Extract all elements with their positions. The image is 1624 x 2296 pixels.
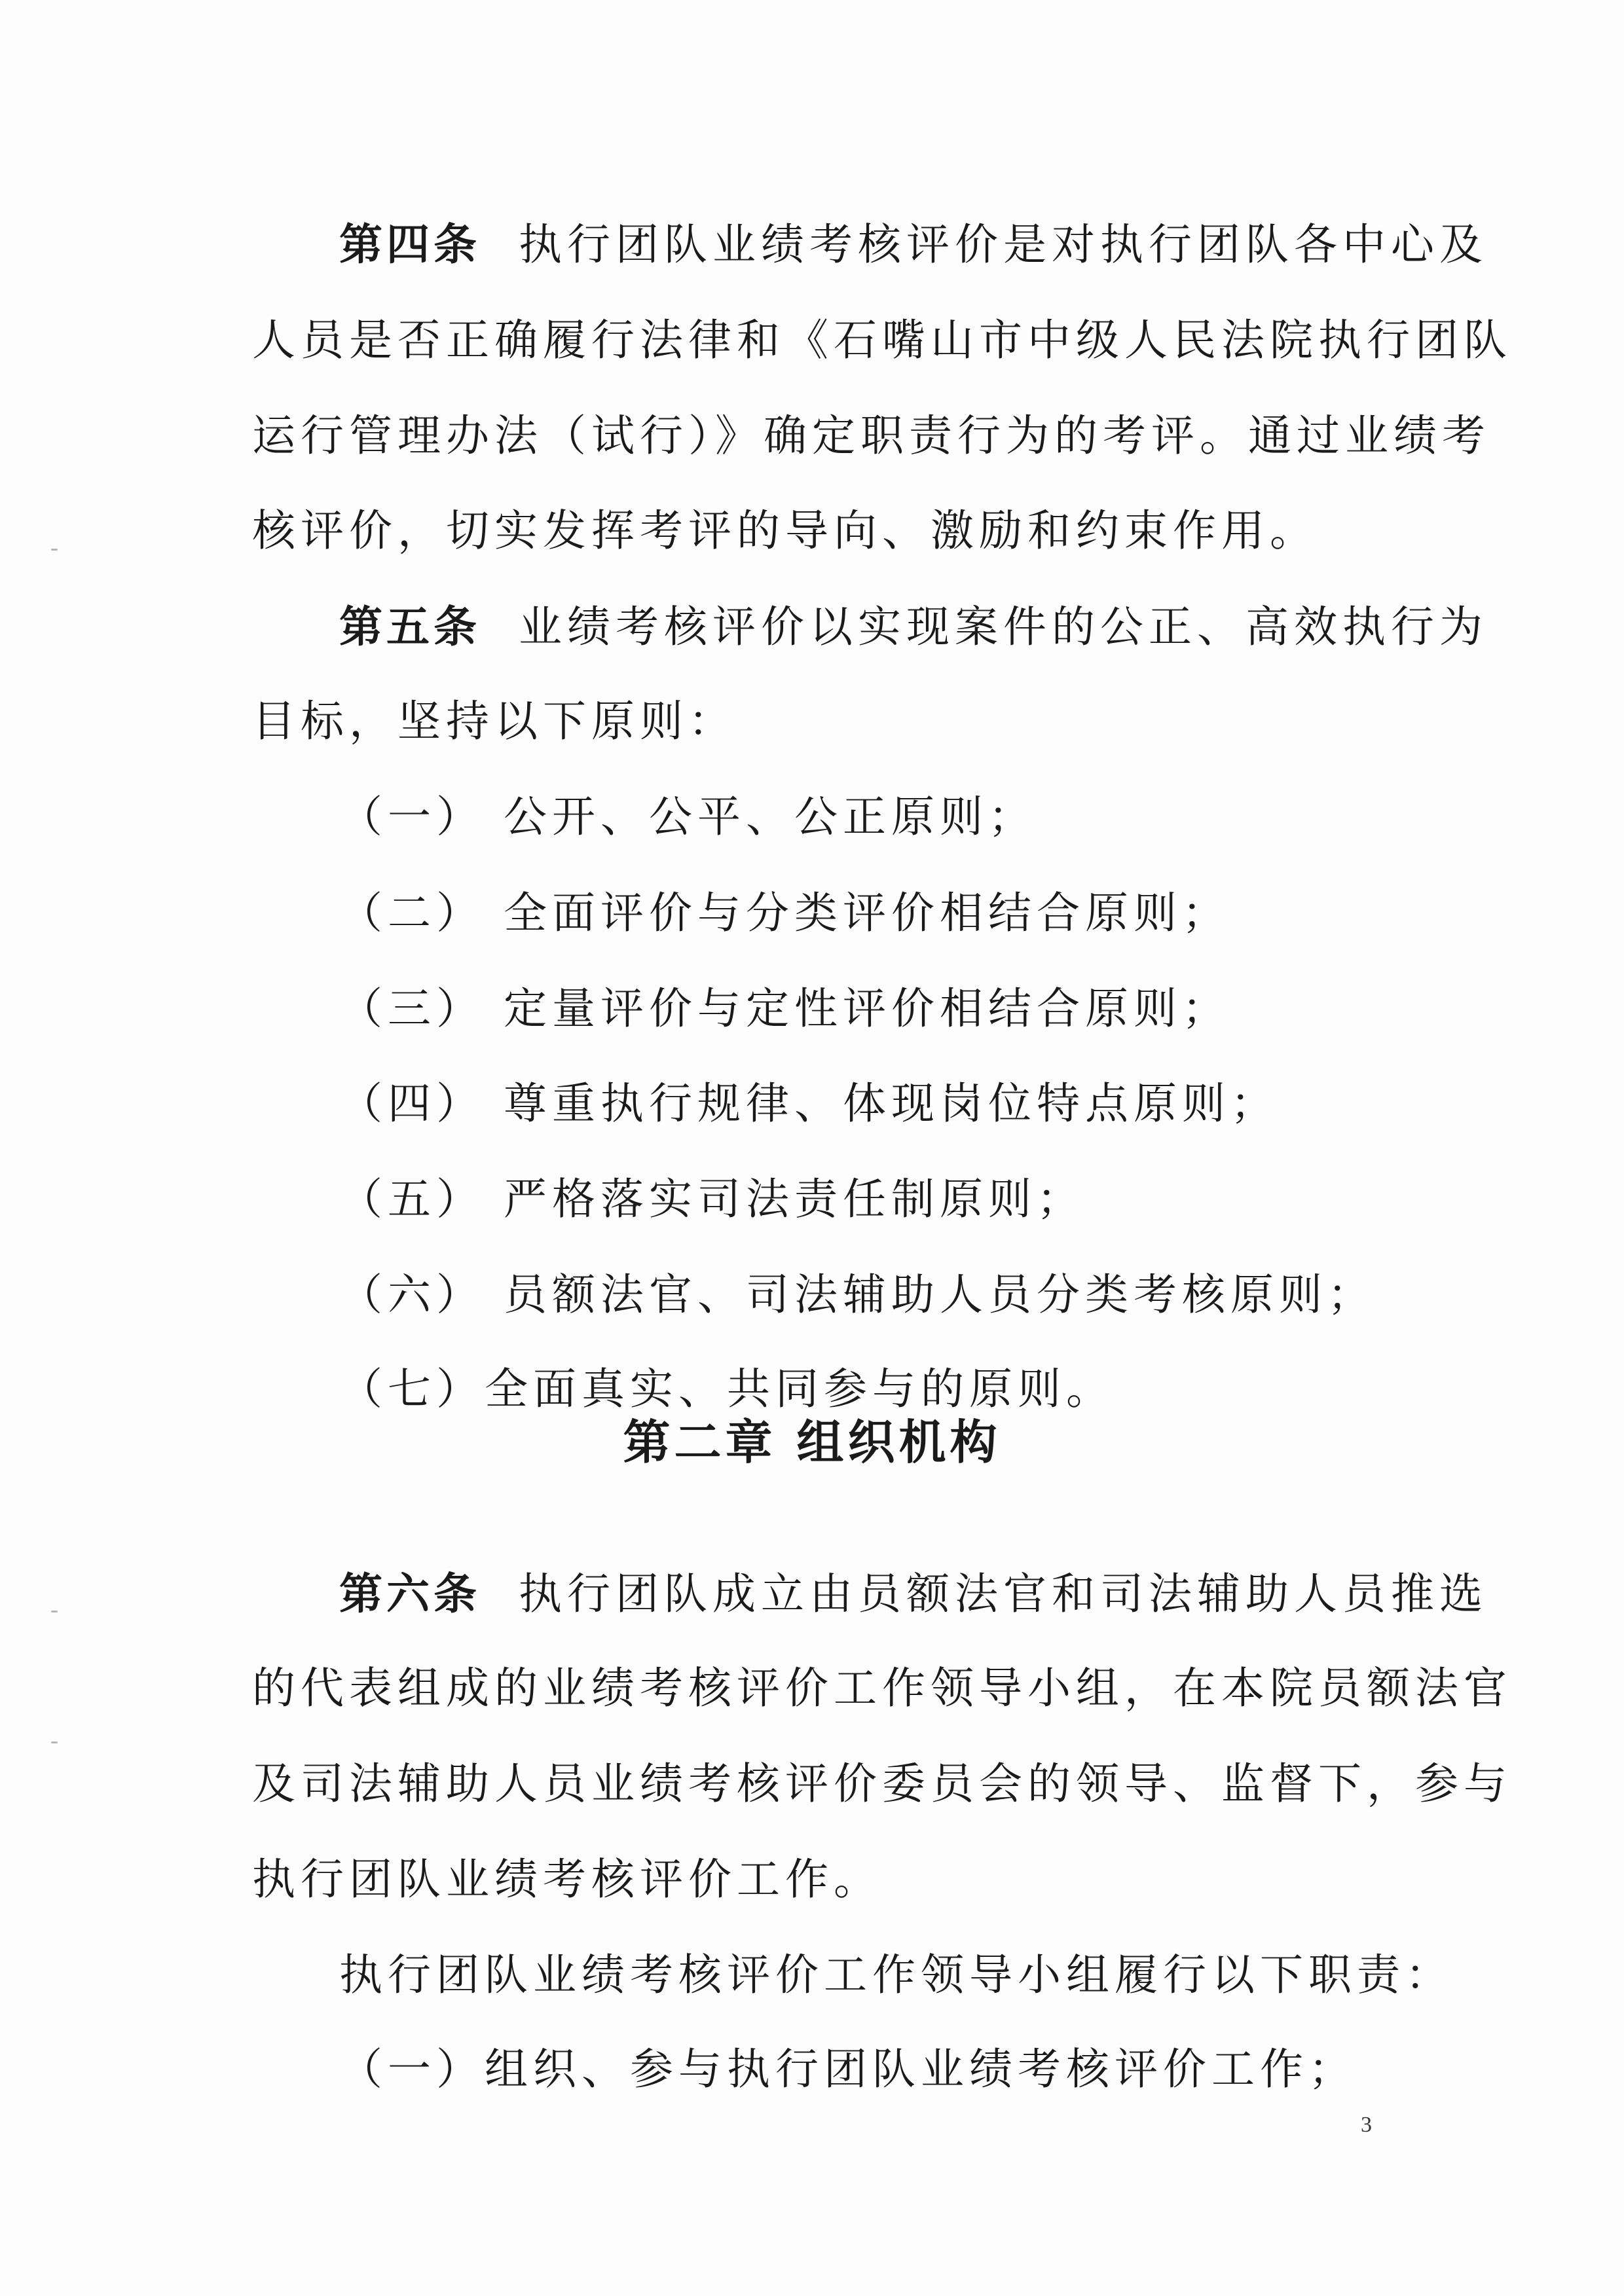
article6-line4: 执行团队业绩考核评价工作。	[252, 1854, 882, 1904]
article4-heading: 第四条	[339, 219, 481, 270]
article6-line3: 及司法辅助人员业绩考核评价委员会的领导、监督下，参与	[252, 1758, 1512, 1809]
duties-intro: 执行团队业绩考核评价工作领导小组履行以下职责：	[339, 1950, 1454, 2000]
article5-line1	[339, 601, 1488, 652]
principle-item: （三） 定量评价与定性评价相结合原则；	[339, 983, 1230, 1034]
article6-line2: 的代表组成的业绩考核评价工作领导小组，在本院员额法官	[252, 1663, 1512, 1713]
article4-line2: 人员是否正确履行法律和《石嘴山市中级人民法院执行团队	[252, 315, 1512, 365]
chapter-title: 第二章 组织机构	[623, 1415, 1001, 1470]
article6-line1-text: 执行团队成立由员额法官和司法辅助人员推选	[518, 1569, 1488, 1619]
article4-line1-text: 执行团队业绩考核评价是对执行团队各中心及	[518, 219, 1488, 270]
article4-line3: 运行管理办法（试行）》确定职责行为的考评。通过业绩考	[252, 410, 1490, 461]
scan-mark	[51, 549, 58, 551]
article6-line1	[339, 1568, 1488, 1619]
scan-mark	[51, 1741, 58, 1743]
principle-item: （一） 公开、公平、公正原则；	[339, 792, 1037, 842]
principle-item: （二） 全面评价与分类评价相结合原则；	[339, 888, 1230, 938]
page-number: 3	[1361, 2113, 1372, 2137]
article4-line4: 核评价，切实发挥考评的导向、激励和约束作用。	[252, 505, 1318, 556]
principle-item: （七）全面真实、共同参与的原则。	[339, 1364, 1115, 1414]
principle-item: （六） 员额法官、司法辅助人员分类考核原则；	[339, 1269, 1376, 1320]
article4-line1	[339, 219, 1488, 270]
principle-item: （四） 尊重执行规律、体现岗位特点原则；	[339, 1078, 1279, 1129]
article5-heading: 第五条	[339, 601, 481, 652]
article6-heading: 第六条	[339, 1568, 481, 1619]
scan-mark	[51, 1611, 58, 1613]
principle-item: （五） 严格落实司法责任制原则；	[339, 1174, 1085, 1224]
article5-line1-text: 业绩考核评价以实现案件的公正、高效执行为	[518, 602, 1488, 652]
article5-line2: 目标，坚持以下原则：	[252, 696, 737, 746]
duty-item: （一）组织、参与执行团队业绩考核评价工作；	[339, 2044, 1357, 2094]
